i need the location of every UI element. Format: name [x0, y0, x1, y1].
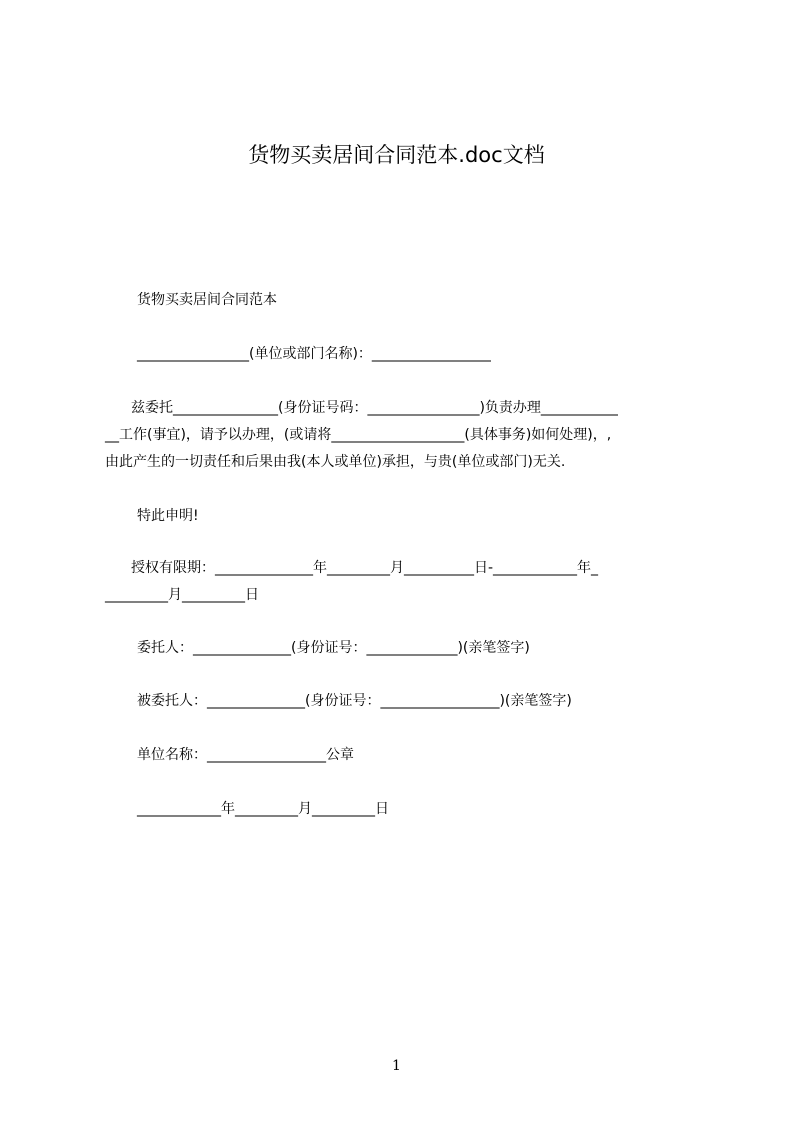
date-line: ____________年_________月_________日	[137, 801, 389, 817]
authorization-period-line-2: _________月_________日	[105, 587, 259, 603]
entrust-line-2: __工作(事宜)，请予以办理，(或请将___________________(具体事务)如何处理)，,	[105, 427, 612, 443]
entrust-line-1: 兹委托_______________(身份证号码：________________)负责办理___________	[131, 400, 618, 416]
page-number: 1	[392, 1058, 401, 1074]
page-title: 货物买卖居间合同范本.doc文档	[248, 143, 545, 167]
unit-seal-line: 单位名称：_________________公章	[137, 747, 354, 763]
declaration: 特此申明!	[137, 508, 199, 524]
authorization-period-line-1: 授权有限期：______________年_________月__________日-____________年_	[131, 560, 599, 576]
document-heading: 货物买卖居间合同范本	[137, 292, 277, 308]
agent-signature-line: 被委托人：______________(身份证号：_________________)(亲笔签字)	[137, 693, 572, 709]
principal-signature-line: 委托人：______________(身份证号：_____________)(亲笔签字)	[137, 640, 530, 656]
unit-name-line: ________________(单位或部门名称)：_________________	[137, 346, 491, 362]
entrust-line-3: 由此产生的一切责任和后果由我(本人或单位)承担，与贵(单位或部门)无关.	[105, 454, 566, 470]
